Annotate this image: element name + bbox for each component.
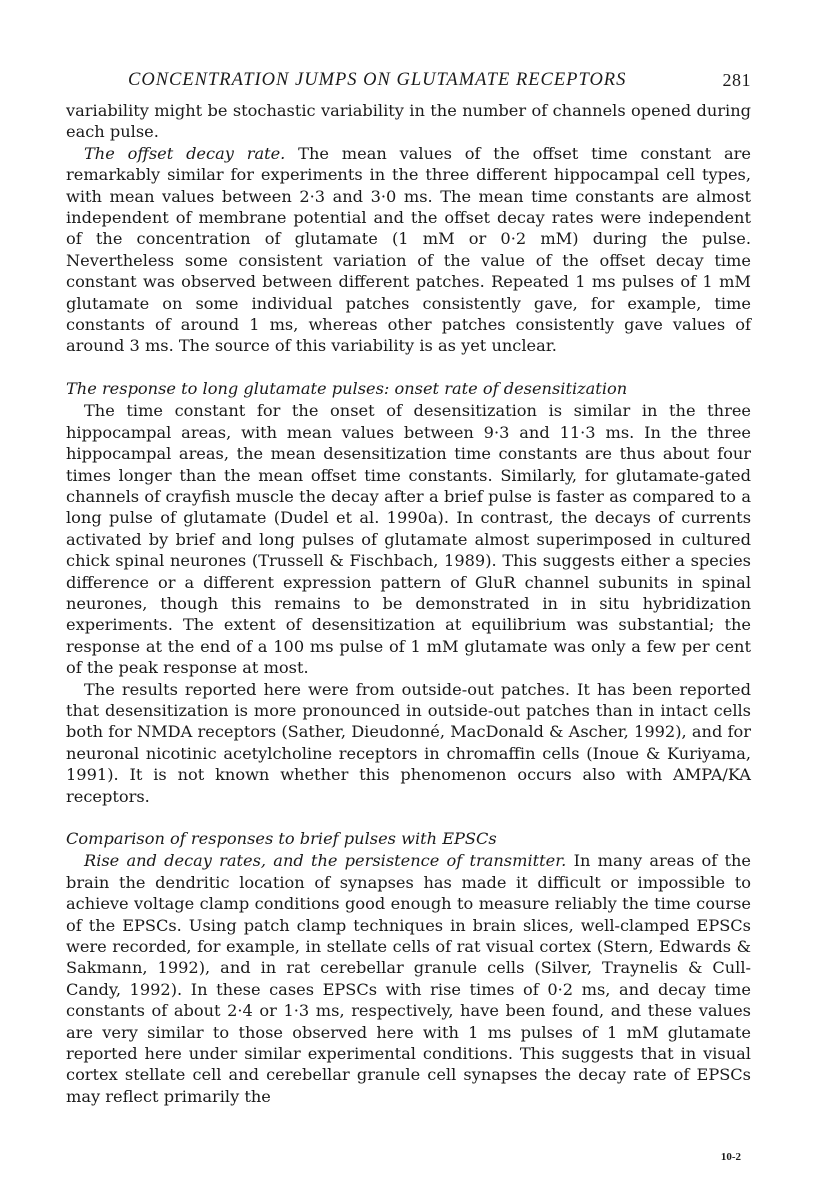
- paragraph-rise-decay: [66, 850, 751, 1107]
- paragraph-heading-offset-decay: The offset decay rate.: [84, 143, 286, 163]
- section-heading-desensitization: The response to long glutamate pulses: onset rate of desensitization: [66, 378, 628, 398]
- paragraph-offset-decay: [66, 143, 751, 357]
- paragraph-text: The mean values of the offset time constant are remarkably similar for experiments in the three different hippocampal cell types, with mean values between 2·3 and 3·0 ms. The mean time constants are almost independent of membrane potential and the offset decay rates were independent of the concentration of glutamate (1 mM or 0·2 mM) during the pulse. Nevertheless some consistent variation of the value of the offset decay time constant was observed between different patches. Repeated 1 ms pulses of 1 mM glutamate on some individual patches consistently gave, for example, time constants of around 1 ms, whereas other patches consistently gave values of around 3 ms. The source of this variability is as yet unclear.: [66, 143, 751, 356]
- page-footer: [66, 1147, 751, 1161]
- running-header: [66, 62, 751, 92]
- paragraph-heading-rise-decay: Rise and decay rates, and the persistence of transmitter.: [84, 851, 567, 871]
- page-number: 281: [722, 70, 751, 90]
- page: [66, 62, 752, 1163]
- paragraph-outside-out: The results reported here were from outside-out patches. It has been reported that desensitization is more pronounced in outside-out patches than in intact cells both for NMDA receptors (Sather, Dieudonné, MacDonald & Ascher, 1992), and for neuronal nicotinic acetylcholine receptors in chromaffin cells (Inoue & Kuriyama, 1991). It is not known whether this phenomenon occurs also with AMPA/KA receptors.: [66, 679, 751, 806]
- section-heading-comparison: Comparison of responses to brief pulses with EPSCs: [66, 829, 497, 848]
- paragraph-continuation: variability might be stochastic variability in the number of channels opened during each pulse.: [66, 101, 751, 142]
- paragraph-text: In many areas of the brain the dendritic location of synapses has made it difficult or impossible to achieve voltage clamp conditions good enough to measure reliably the time course of the EPSCs. Using patch clamp techniques in brain slices, well-clamped EPSCs were recorded, for example, in stellate cells of rat visual cortex (Stern, Edwards & Sakmann, 1992), and in rat cerebellar granule cells (Silver, Traynelis & Cull-Candy, 1992). In these cases EPSCs with rise times of 0·2 ms, and decay time constants of about 2·4 or 1·3 ms, respectively, have been found, and these values are very similar to those observed here with 1 ms pulses of 1 mM glutamate reported here under similar experimental conditions. This suggests that in visual cortex stellate cell and cerebellar granule cell synapses the decay rate of EPSCs may reflect primarily the: [66, 851, 752, 1106]
- running-title: CONCENTRATION JUMPS ON GLUTAMATE RECEPTORS: [128, 70, 627, 90]
- signature-mark: 10-2: [720, 1151, 741, 1163]
- paragraph-desensitization: The time constant for the onset of desensitization is similar in the three hippocampal areas, with mean values between 9·3 and 11·3 ms. In the three hippocampal areas, the mean desensitization time constants are thus about four times longer than the mean offset time constants. Similarly, for glutamate-gated channels of crayfish muscle the decay after a brief pulse is faster as compared to a long pulse of glutamate (Dudel et al. 1990a). In contrast, the decays of currents activated by brief and long pulses of glutamate almost superimposed in cultured chick spinal neurones (Trussell & Fischbach, 1989). This suggests either a species difference or a different expression pattern of GluR channel subunits in spinal neurones, though this remains to be demonstrated in in situ hybridization experiments. The extent of desensitization at equilibrium was substantial; the response at the end of a 100 ms pulse of 1 mM glutamate was only a few per cent of the peak response at most.: [66, 401, 751, 678]
